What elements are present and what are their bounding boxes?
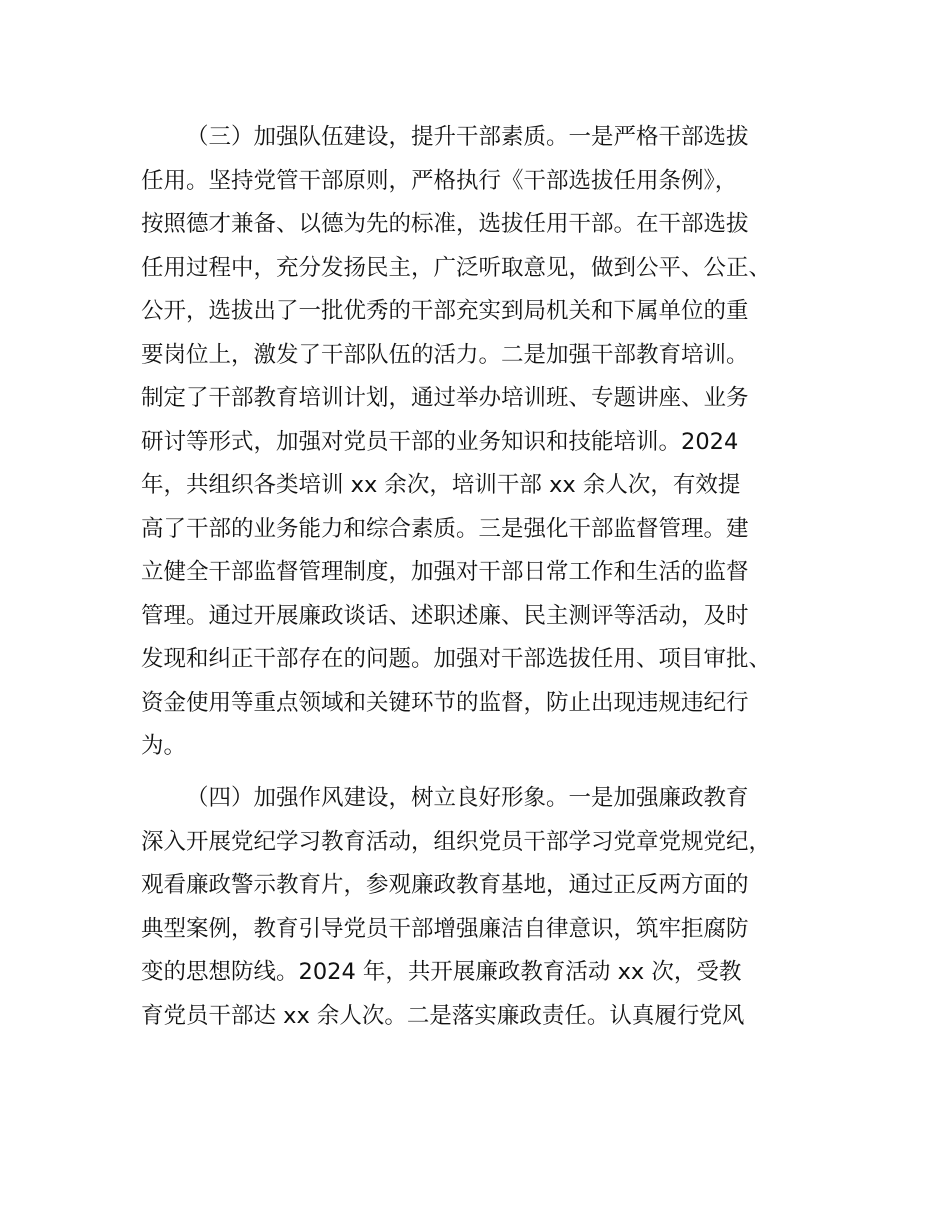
text-line: 制定了干部教育培训计划，通过举办培训班、专题讲座、业务 <box>141 385 749 411</box>
text-line: 公开，选拔出了一批优秀的干部充实到局机关和下属单位的重 <box>141 298 749 324</box>
text-line: 要岗位上，激发了干部队伍的活力。二是加强干部教育培训。 <box>141 341 749 368</box>
text-line: 变的思想防线。2024 年，共开展廉政教育活动 xx 次，受教 <box>141 959 742 985</box>
paragraph-work-style-building <box>141 777 771 1038</box>
text-line: （三）加强队伍建设，提升干部素质。一是严格干部选拔 <box>186 124 749 150</box>
text-line: 观看廉政警示教育片，参观廉政教育基地，通过正反两方面的 <box>141 872 749 898</box>
text-line: （四）加强作风建设，树立良好形象。一是加强廉政教育 <box>186 785 749 811</box>
text-line: 研讨等形式，加强对党员干部的业务知识和技能培训。2024 <box>141 428 739 455</box>
text-line: 任用过程中，充分发扬民主，广泛听取意见，做到公平、公正、 <box>141 254 772 281</box>
text-line: 年，共组织各类培训 xx 余次，培训干部 xx 余人次，有效提 <box>141 472 741 498</box>
text-line: 资金使用等重点领域和关键环节的监督，防止出现违规违纪行 <box>141 689 749 716</box>
text-line: 育党员干部达 xx 余人次。二是落实廉政责任。认真履行党风 <box>141 1002 745 1029</box>
text-line: 高了干部的业务能力和综合素质。三是强化干部监督管理。建 <box>141 515 749 542</box>
paragraph-cadre-team-building <box>141 116 771 769</box>
text-line: 管理。通过开展廉政谈话、述职述廉、民主测评等活动，及时 <box>141 602 749 629</box>
text-line: 发现和纠正干部存在的问题。加强对干部选拔任用、项目审批、 <box>141 646 772 672</box>
text-line: 为。 <box>141 733 187 759</box>
text-line: 立健全干部监督管理制度，加强对干部日常工作和生活的监督 <box>141 559 749 585</box>
text-line: 按照德才兼备、以德为先的标准，选拔任用干部。在干部选拔 <box>141 211 749 237</box>
text-line: 典型案例，教育引导党员干部增强廉洁自律意识，筑牢拒腐防 <box>141 915 749 942</box>
text-line: 深入开展党纪学习教育活动，组织党员干部学习党章党规党纪， <box>141 828 772 855</box>
text-line: 任用。坚持党管干部原则，严格执行《干部选拔任用条例》， <box>141 167 738 194</box>
